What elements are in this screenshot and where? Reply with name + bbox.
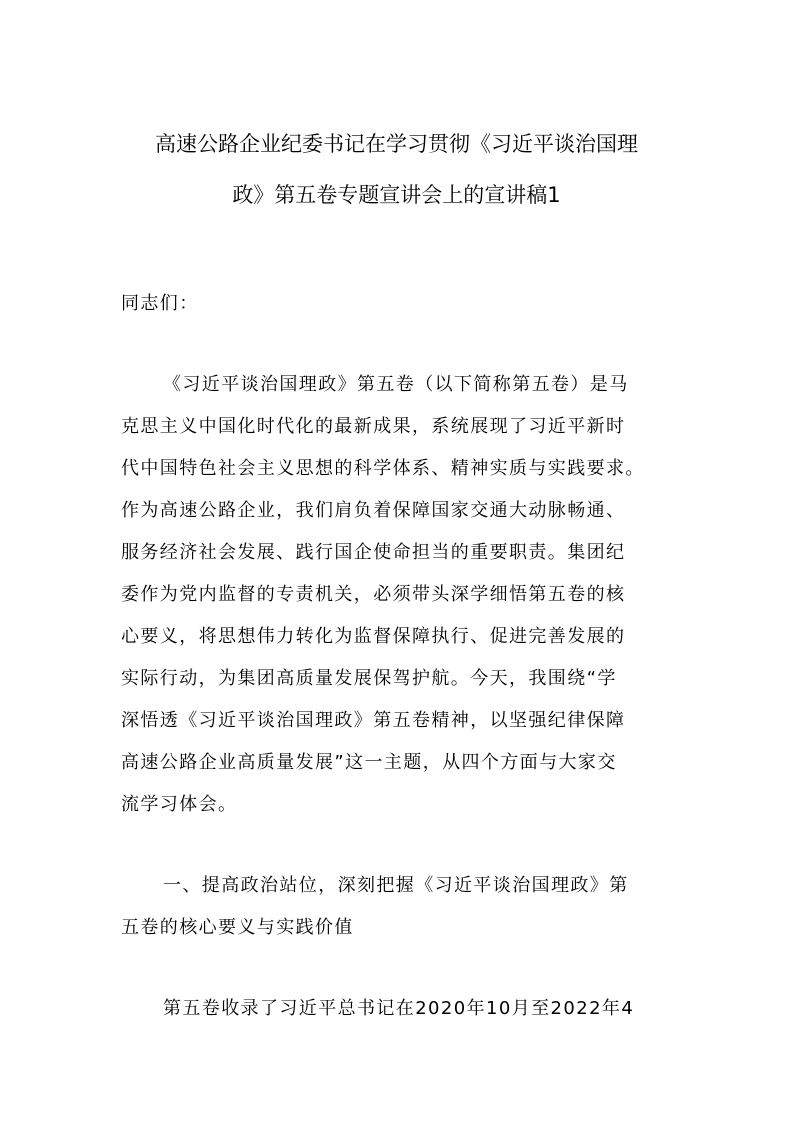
salutation: 同志们： [121,293,199,314]
paragraph1-line-8: 实际行动，为集团高质量发展保驾护航。今天，我围绕“学 [121,668,617,689]
paragraph1-line-9: 深悟透《习近平谈治国理政》第五卷精神，以坚强纪律保障 [121,710,626,731]
paragraph1-line-2: 克思主义中国化时代化的最新成果，系统展现了习近平新时 [121,416,626,437]
document-title-line-2: 政》第五卷专题宣讲会上的宣讲稿1 [232,183,561,207]
section-heading-1-line-1: 一、提高政治站位，深刻把握《习近平谈治国理政》第 [163,875,629,896]
paragraph1-line-6: 委作为党内监督的专责机关，必须带头深学细悟第五卷的核 [121,584,626,605]
section-heading-1-line-2: 五卷的核心要义与实践价值 [121,917,354,938]
paragraph1-line-3: 代中国特色社会主义思想的科学体系、精神实质与实践要求。 [121,458,645,479]
paragraph2-line-1: 第五卷收录了习近平总书记在2020年10月至2022年4 [163,998,635,1019]
paragraph1-line-1: 《习近平谈治国理政》第五卷（以下简称第五卷）是马 [163,374,629,395]
paragraph1-line-11: 流学习体会。 [121,794,238,815]
paragraph1-line-10: 高速公路企业高质量发展”这一主题，从四个方面与大家交 [121,752,617,773]
paragraph1-line-5: 服务经济社会发展、践行国企使命担当的重要职责。集团纪 [121,542,626,563]
document-title-line-1: 高速公路企业纪委书记在学习贯彻《习近平谈治国理 [155,132,638,156]
paragraph1-line-4: 作为高速公路企业，我们肩负着保障国家交通大动脉畅通、 [121,500,626,521]
paragraph1-line-7: 心要义，将思想伟力转化为监督保障执行、促进完善发展的 [121,626,626,647]
